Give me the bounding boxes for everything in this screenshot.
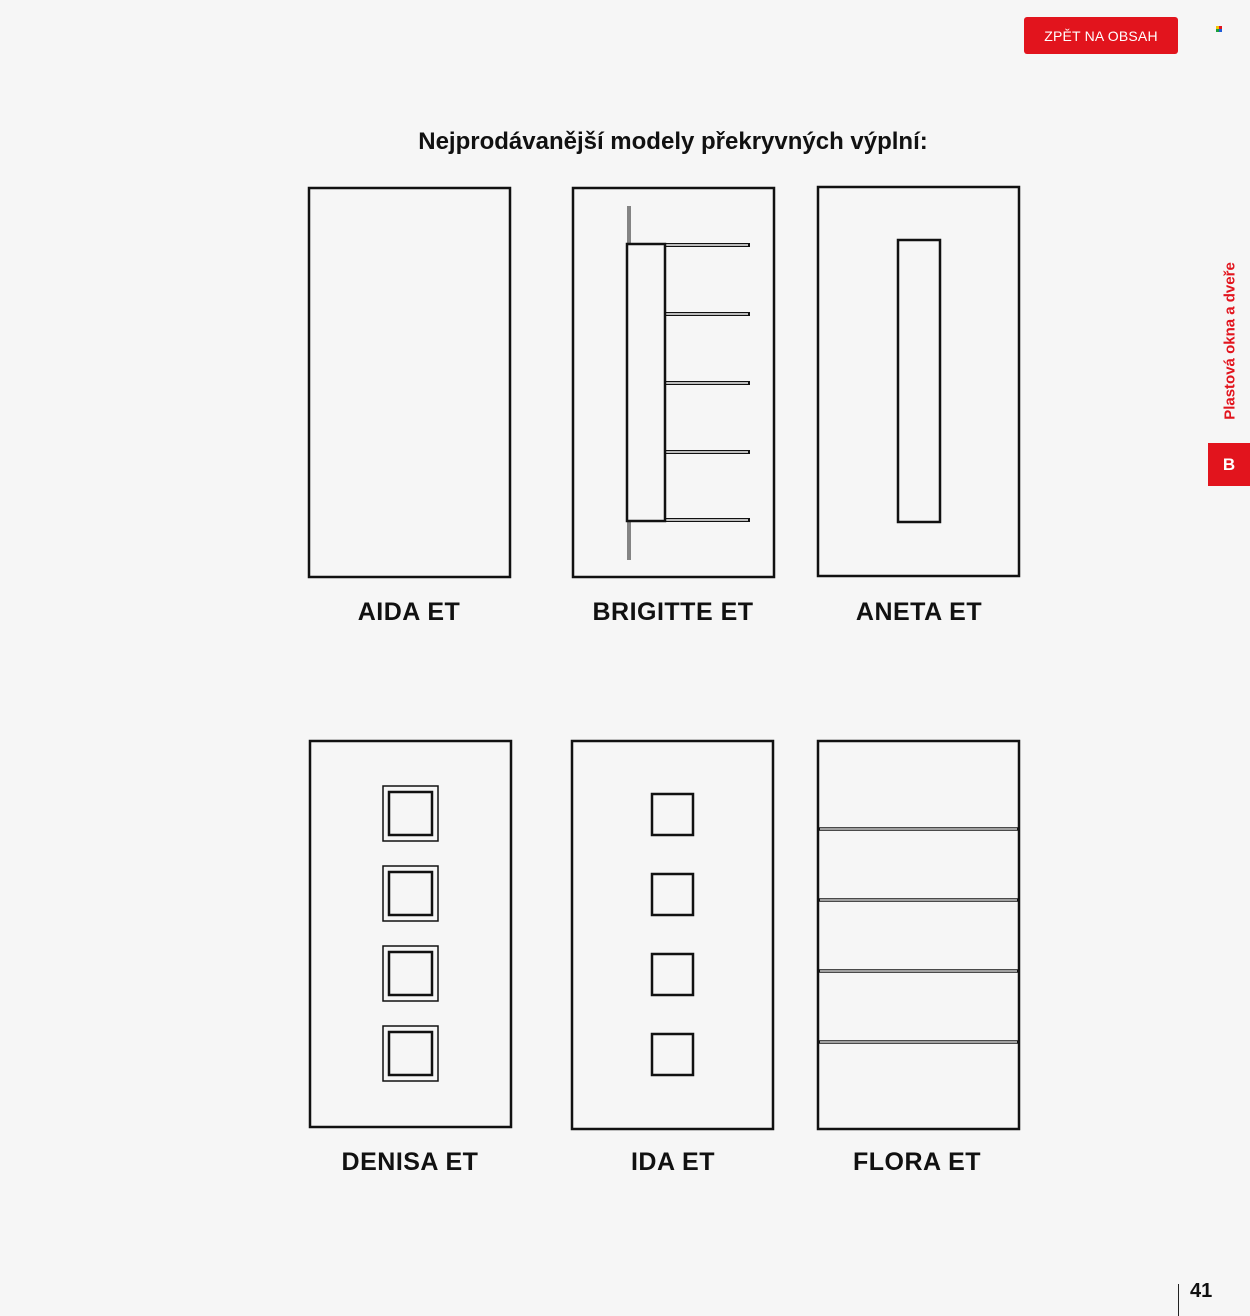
door-flora-et (818, 741, 1019, 1129)
door-aida-et (309, 188, 510, 577)
page-number: 41 (1190, 1280, 1213, 1302)
page-number-divider (1178, 1284, 1179, 1316)
door-ida-et (572, 741, 773, 1129)
model-name-aneta: ANETA ET (855, 598, 983, 626)
door-aneta-et (818, 187, 1019, 576)
model-name-flora: FLORA ET (852, 1148, 982, 1176)
section-label: Plastová okna a dveře (1221, 262, 1239, 420)
back-to-contents-button[interactable]: ZPĚT NA OBSAH (1024, 17, 1178, 54)
door-brigitte-et (573, 188, 774, 577)
model-name-aida: AIDA ET (357, 598, 461, 626)
page-title: Nejprodávanější modely překryvných výplní: (418, 128, 928, 155)
section-tab[interactable]: B (1208, 443, 1250, 486)
model-name-denisa: DENISA ET (341, 1148, 479, 1176)
door-denisa-et (310, 741, 511, 1127)
model-name-ida: IDA ET (630, 1148, 716, 1176)
model-name-brigitte: BRIGITTE ET (592, 598, 754, 626)
